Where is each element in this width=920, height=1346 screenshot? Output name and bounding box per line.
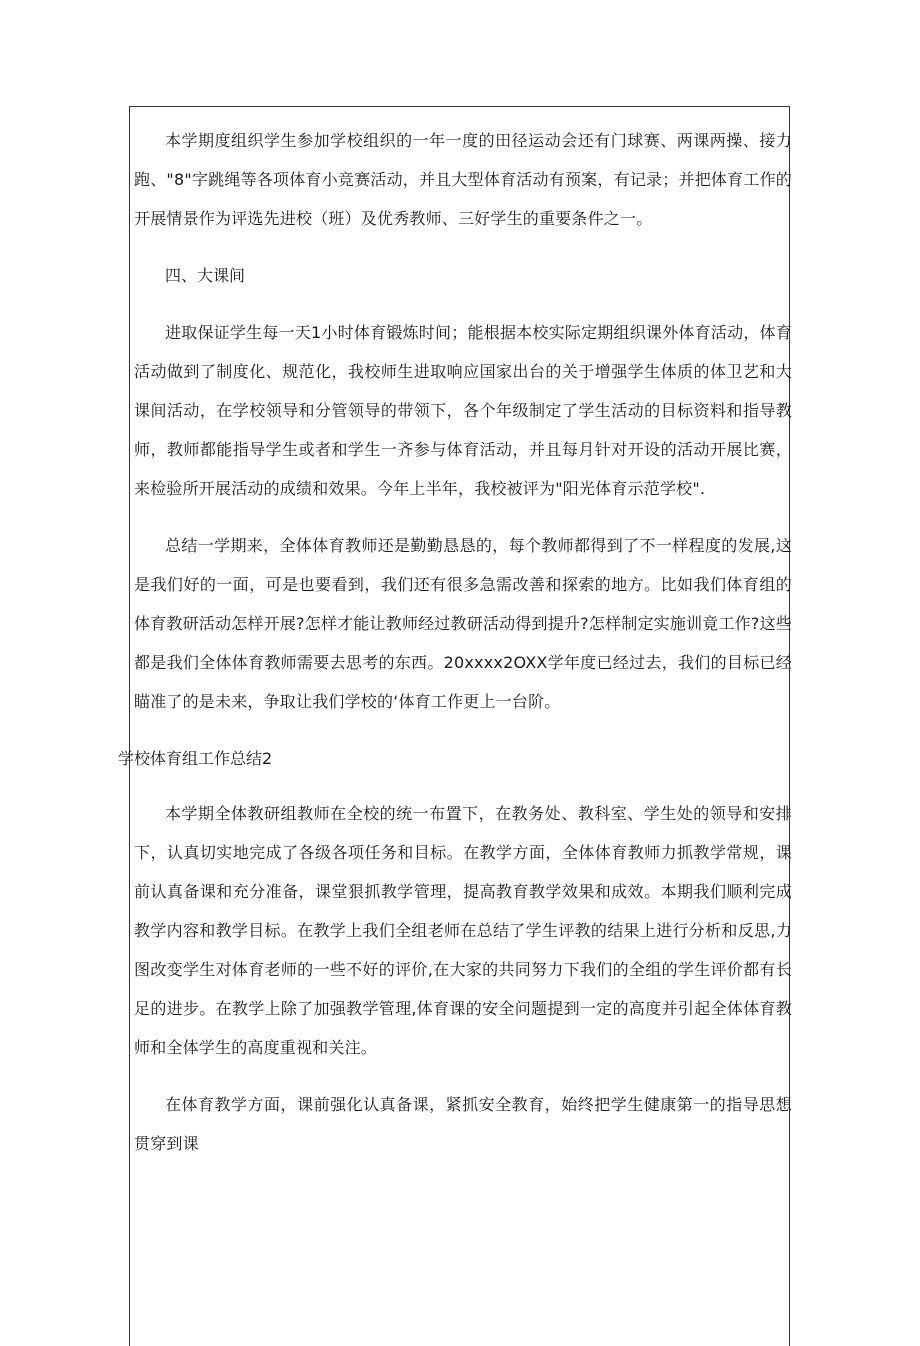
document-body	[118, 121, 792, 1163]
paragraph-daily-exercise: 进取保证学生每一天1小时体育锻炼时间；能根据本校实际定期组织课外体育活动，体育活动做到了制度化、规范化，我校师生进取响应国家出台的关于增强学生体质的体卫艺和大课间活动，在学校领导和分管领导的带领下，各个年级制定了学生活动的目标资料和指导教师，教师都能指导学生或者和学生一齐参与体育活动，并且每月针对开设的活动开展比赛，来检验所开展活动的成绩和效果。今年上半年，我校被评为"阳光体育示范学校".	[134, 323, 792, 498]
paragraph-teaching-safety: 在体育教学方面，课前强化认真备课，紧抓安全教育，始终把学生健康第一的指导思想贯穿到课	[134, 1095, 792, 1153]
paragraph-sports-activities: 本学期度组织学生参加学校组织的一年一度的田径运动会还有门球赛、两课两操、接力跑、"8"字跳绳等各项体育小竞赛活动，并且大型体育活动有预案，有记录；并把体育工作的开展情景作为评选先进校（班）及优秀教师、三好学生的重要条件之一。	[134, 131, 792, 228]
document-subtitle: 学校体育组工作总结2	[118, 749, 273, 768]
paragraph-semester-summary: 总结一学期来，全体体育教师还是勤勤恳恳的，每个教师都得到了不一样程度的发展,这是我们好的一面，可是也要看到，我们还有很多急需改善和探索的地方。比如我们体育组的体育教研活动怎样开展?怎样才能让教师经过教研活动得到提升?怎样制定实施训竟工作?这些都是我们全体体育教师需要去思考的东西。20xxxx2OXX学年度已经过去，我们的目标已经瞄准了的是未来，争取让我们学校的‘体育工作更上一台阶。	[134, 536, 792, 711]
section-heading-break-time: 四、大课间	[165, 266, 246, 285]
paragraph-teaching-work: 本学期全体教研组教师在全校的统一布置下，在教务处、教科室、学生处的领导和安排下，认真切实地完成了各级各项任务和目标。在教学方面，全体体育教师力抓教学常规，课前认真备课和充分准备，课堂狠抓教学管理，提高教育教学效果和成效。本期我们顺利完成教学内容和教学目标。在教学上我们全组老师在总结了学生评教的结果上进行分析和反思,力图改变学生对体育老师的一些不好的评价,在大家的共同努力下我们的全组的学生评价都有长足的进步。在教学上除了加强教学管理,体育课的安全问题提到一定的高度并引起全体体育教师和全体学生的高度重视和关注。	[134, 804, 792, 1057]
